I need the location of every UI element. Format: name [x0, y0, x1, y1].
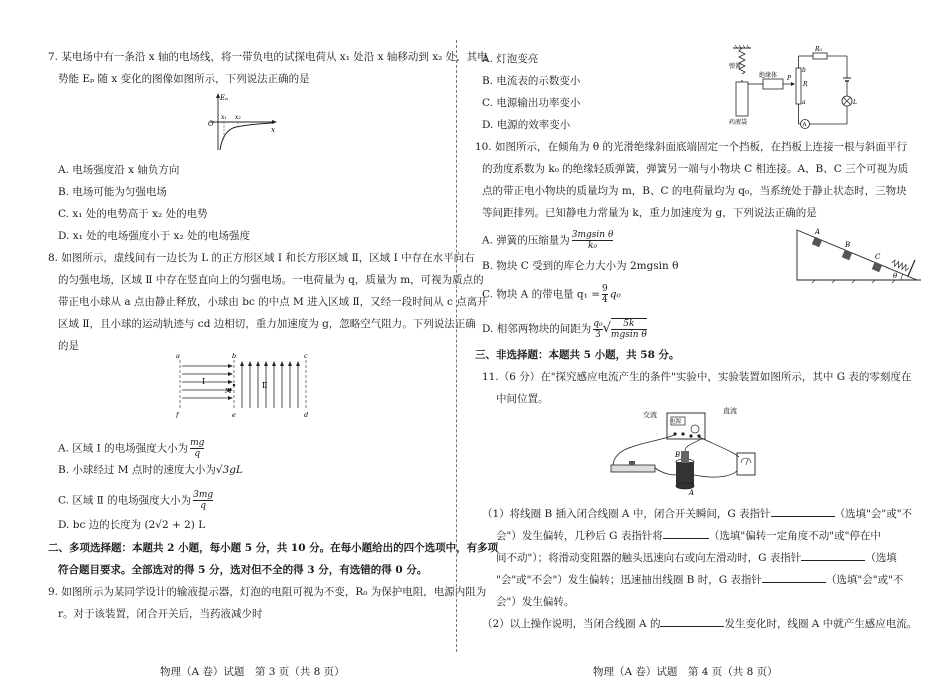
q7-fig-x1: x₁	[221, 114, 227, 121]
q9-infusion-circuit	[729, 44, 859, 134]
section2-heading-line2: 符合题目要求。全部选对的得 5 分，选对但不全的得 3 分，有选错的得 0 分。	[58, 564, 428, 576]
q8-fig-a: a	[176, 352, 180, 360]
q7-fig-ylabel: Eₚ	[220, 94, 228, 102]
q11-part1-line4: "会"或"不会"）发生偏转；迅速抽出线圈 B 时，G 表指针 （选填"会"或"不	[496, 574, 904, 586]
q7-fig-origin: O	[208, 120, 214, 128]
q8-fig-m: M	[225, 387, 232, 395]
q9-fig-insulator: 绝缘体	[759, 72, 778, 79]
q9-stem-line1: 9. 如图所示为某同学设计的输液提示器，灯泡的电阻可视为不变，R₀ 为保护电阻，电源内阻为	[48, 586, 487, 598]
q8-c-den: q	[200, 501, 207, 511]
q11-part1-line1: （1）将线圈 B 插入闭合线圈 A 中，闭合开关瞬间，G 表指针 （选填"会"或"不	[482, 508, 913, 520]
q8-stem-line2: 的匀强电场，区域 Ⅱ 中存在竖直向上的匀强电场。一电荷量为 q，质量为 m，可视为质点的	[58, 274, 484, 286]
q9-fig-r: R	[803, 81, 808, 88]
q11-induction-apparatus	[605, 405, 775, 495]
q8-field-region-figure	[170, 352, 315, 418]
q8-a-den: q	[194, 449, 201, 459]
q9-fig-l: L	[853, 99, 857, 106]
q9-option-d: D. 电源的效率变小	[482, 119, 571, 131]
q7-option-b: B. 电场可能为匀强电场	[58, 186, 167, 198]
q9-stem-line2: r。对于该装置，闭合开关后，当药液减少时	[58, 608, 263, 620]
q10-stem-line2: 的劲度系数为 k₀ 的绝缘轻质弹簧，弹簧另一端与小物块 C 相连接。A、B、C 三个可视为质	[482, 163, 909, 175]
q8-stem-line1: 8. 如图所示，虚线间有一边长为 L 的正方形区域 Ⅰ 和长方形区域 Ⅱ，区域 Ⅰ 中存在水平向右	[48, 252, 475, 264]
q9-fig-ammeter: A	[802, 122, 807, 128]
q11-part1-line5: 会"）发生偏转。	[496, 596, 575, 608]
right-page-footer: 物理（A 卷）试题 第 4 页（共 8 页）	[593, 666, 778, 678]
q9-fig-spring: 弹簧	[729, 63, 742, 70]
page-divider	[456, 40, 457, 652]
q9-option-b: B. 电流表的示数变小	[482, 75, 581, 87]
right-page	[475, 0, 950, 688]
q11-blank-2[interactable]	[663, 538, 709, 539]
q10-fig-theta: θ	[893, 272, 898, 280]
q11-blank-1[interactable]	[771, 516, 835, 517]
q10-incline-figure	[795, 222, 925, 284]
q9-option-a: A. 灯泡变亮	[482, 53, 539, 65]
q7-stem-line2: 势能 Eₚ 随 x 变化的图像如图所示，下列说法正确的是	[58, 73, 310, 85]
q8-stem-line3: 带正电小球从 a 点由静止释放，小球由 bc 的中点 M 进入区域 Ⅱ，又经一段时间从 c 点离开	[58, 296, 488, 308]
q8-fig-b: b	[232, 352, 237, 360]
q11-fig-ac: 交流	[643, 411, 657, 419]
q10-fig-a: A	[815, 228, 821, 236]
q7-option-c: C. x₁ 处的电势高于 x₂ 处的电势	[58, 208, 208, 220]
q8-fig-region1: Ⅰ	[202, 377, 206, 386]
q7-option-d: D. x₁ 处的电场强度小于 x₂ 处的电场强度	[58, 230, 250, 242]
left-page-footer: 物理（A 卷）试题 第 3 页（共 8 页）	[160, 666, 345, 678]
q8-option-d: D. bc 边的长度为 (2√2 + 2) L	[58, 519, 206, 531]
q10-stem-line4: 等间距排列。已知静电力常量为 k，重力加速度为 g，下列说法正确的是	[482, 207, 817, 219]
q10-fig-b: B	[845, 241, 851, 249]
q9-fig-a: a	[802, 99, 806, 106]
q7-fig-x2: x₂	[235, 114, 241, 121]
q8-a-num: mg	[190, 438, 205, 448]
q11-fig-a: A	[689, 489, 695, 495]
q11-stem-line2: 中间位置。	[496, 393, 549, 405]
q8-option-b: B. 小球经过 M 点时的速度大小为√3gL	[58, 464, 243, 476]
q11-blank-5[interactable]	[660, 626, 724, 627]
q8-c-num: 3mg	[193, 490, 214, 500]
q10-fig-c: C	[875, 253, 881, 261]
q10-stem-line1: 10. 如图所示，在倾角为 θ 的光滑绝缘斜面底端固定一个挡板，在挡板上连接一根与斜面平行	[475, 141, 908, 153]
q7-option-a: A. 电场强度沿 x 轴负方向	[58, 164, 180, 176]
q8-option-c: C. 区域 Ⅱ 的电场强度大小为 $\frac{3mg}{q}$	[58, 490, 214, 511]
q11-blank-3[interactable]	[801, 560, 865, 561]
q7-fig-xlabel: x	[271, 126, 275, 134]
q9-fig-r0: R₀	[815, 46, 822, 53]
q11-part2-line1: （2）以上操作说明，当闭合线圈 A 的 发生变化时，线圈 A 中就产生感应电流。	[482, 618, 918, 630]
q9-fig-p: P	[787, 75, 792, 82]
q9-option-c: C. 电源输出功率变小	[482, 97, 581, 109]
q11-fig-power: 电源	[670, 419, 682, 425]
q8-fig-c: c	[304, 352, 308, 360]
q8-fig-d: d	[304, 411, 309, 418]
q10-option-d: D. 相邻两物块的间距为 $\frac{\text{q₀}}{3}$ √ $\frac{5k}{\text{mgsin θ}}$	[482, 318, 647, 340]
q8-fig-f: f	[176, 411, 179, 418]
section3-heading: 三、非选择题：本题共 5 小题，共 58 分。	[475, 349, 680, 361]
q8-stem-line5: 的是	[58, 340, 79, 352]
q11-stem-line1: 11.（6 分）在"探究感应电流产生的条件"实验中，实验装置如图所示，其中 G 表的零刻度在	[482, 371, 912, 383]
q7-ep-graph	[200, 92, 280, 154]
q7-stem-line1: 7. 某电场中有一条沿 x 轴的电场线，将一带负电的试探电荷从 x₁ 处沿 x 轴移动到 x₂ 处，其电	[48, 51, 488, 63]
q8-fig-region2: Ⅱ	[262, 381, 268, 390]
q11-fig-b: B	[675, 451, 681, 459]
q9-fig-bag: 药液袋	[729, 119, 748, 126]
q8-fig-e: e	[232, 411, 236, 418]
q10-stem-line3: 点的带正电小物块的质量均为 m，B、C 的电荷量均为 q₀，当系统处于静止状态时，三物块	[482, 185, 907, 197]
section2-heading-line1: 二、多项选择题：本题共 2 小题，每小题 5 分，共 10 分。在每小题给出的四个选项中，有多项	[48, 542, 499, 554]
q11-part1-line2: 会"）发生偏转，几秒后 G 表指针将 （选填"偏转一定角度不动"或"停在中	[496, 530, 881, 542]
q11-blank-4[interactable]	[762, 582, 826, 583]
q10-option-c: C. 物块 A 的带电量 q₁ = $\frac{9}{4}$ q₀	[482, 284, 621, 305]
q11-part1-line3: 间不动"）；将滑动变阻器的触头迅速向右或向左滑动时，G 表指针 （选填	[496, 552, 897, 564]
q9-fig-b: b	[802, 67, 806, 74]
q10-option-a: A. 弹簧的压缩量为 $\frac{\text{3mgsin θ}}{\text{k₀}}$	[482, 230, 614, 251]
q8-stem-line4: 区域 Ⅱ，且小球的运动轨迹与 cd 边相切，重力加速度为 g，忽略空气阻力。下列说法正确	[58, 318, 476, 330]
q11-fig-dc: 直流	[723, 407, 737, 415]
q10-option-b: B. 物块 C 受到的库仑力大小为 2mgsin θ	[482, 260, 679, 272]
q8-option-a: A. 区域 Ⅰ 的电场强度大小为 $\frac{mg}{q}$	[58, 438, 205, 459]
